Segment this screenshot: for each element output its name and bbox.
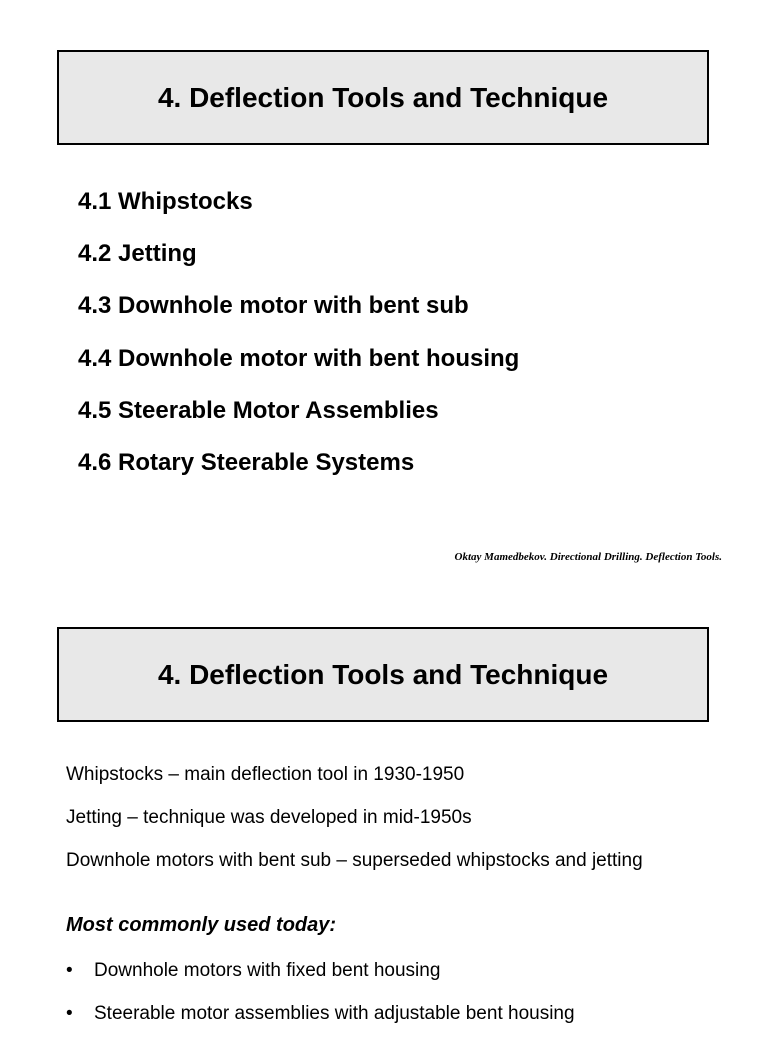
slide-title: 4. Deflection Tools and Technique <box>157 658 609 690</box>
statement-bent-sub: Downhole motors with bent sub – superseded whipstocks and jetting <box>66 850 643 871</box>
toc-item-jetting: 4.2 Jetting <box>78 240 197 268</box>
slide-title: 4. Deflection Tools and Technique <box>157 81 609 113</box>
bullet-marker: • <box>66 1003 73 1024</box>
bullet-text: Steerable motor assemblies with adjustable bent housing <box>94 1003 575 1024</box>
statement-whipstocks: Whipstocks – main deflection tool in 1930-1950 <box>66 764 465 785</box>
toc-item-whipstocks: 4.1 Whipstocks <box>78 188 253 215</box>
bullet-marker: • <box>66 960 73 981</box>
toc-item-bent-housing: 4.4 Downhole motor with bent housing <box>78 344 520 372</box>
toc-item-steerable-motor: 4.5 Steerable Motor Assemblies <box>78 396 439 424</box>
footer-citation: Oktay Mamedbekov. Directional Drilling. Deflection Tools. <box>454 551 722 563</box>
toc-item-rotary-steerable: 4.6 Rotary Steerable Systems <box>78 448 415 476</box>
list-item <box>66 959 575 1002</box>
statement-jetting: Jetting – technique was developed in mid-1950s <box>66 807 472 828</box>
slide-title-box <box>57 50 709 145</box>
slide-2 <box>0 590 768 1024</box>
slide-title-box <box>57 627 709 722</box>
bullet-list <box>66 959 575 1045</box>
history-statements <box>66 763 643 892</box>
table-of-contents <box>78 185 519 498</box>
subheading-most-common: Most commonly used today: <box>66 914 337 936</box>
bullet-text: Downhole motors with fixed bent housing <box>94 960 441 981</box>
toc-item-bent-sub: 4.3 Downhole motor with bent sub <box>78 292 469 320</box>
